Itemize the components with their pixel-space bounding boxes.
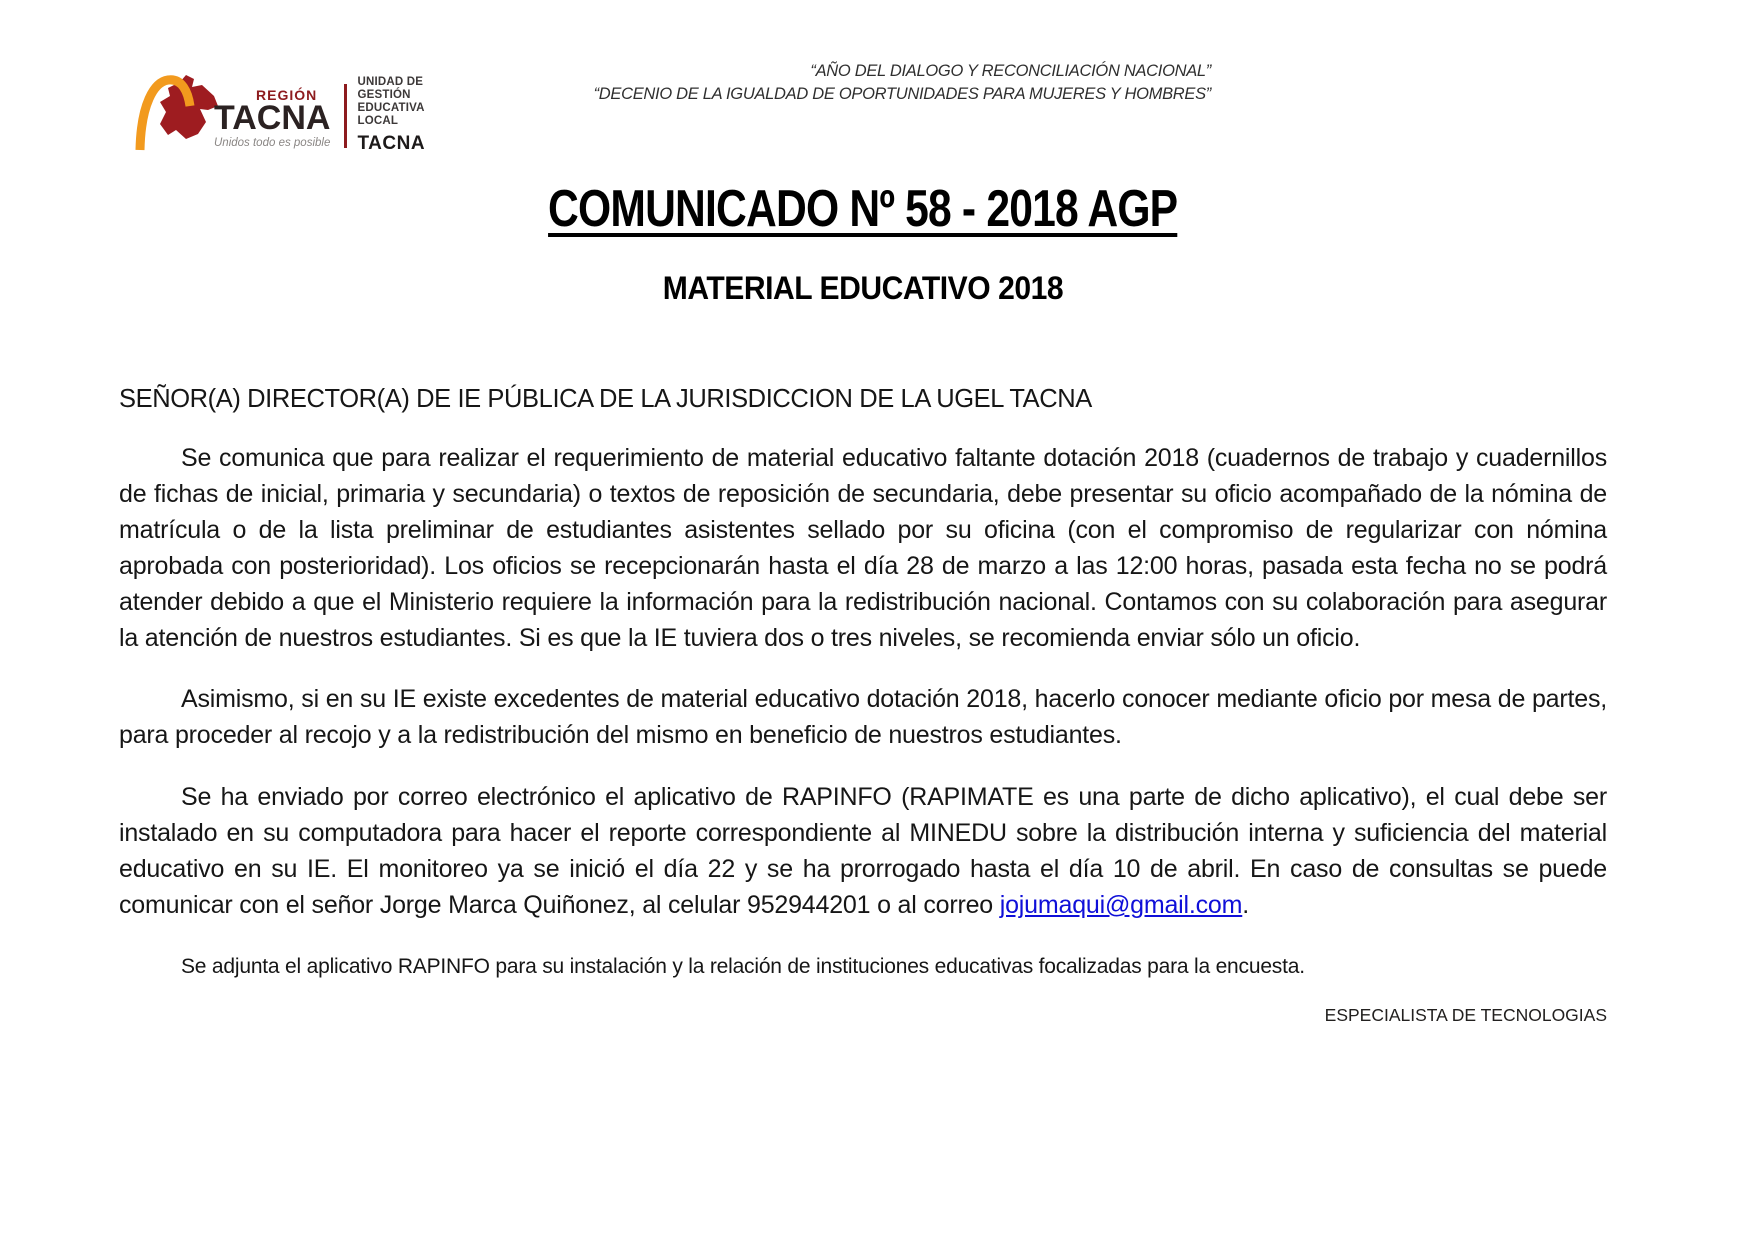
paragraph-rapinfo-text: Se ha enviado por correo electrónico el aplicativo de RAPINFO (RAPIMATE es una parte de dicho aplicativo), el cual debe ser instalado en su computadora para hacer el reporte correspondiente al MINEDU sobre la distribución interna y suficiencia del material educativo en su IE. El monitoreo ya se inició el día 22 y se ha prorrogado hasta el día 10 de abril. En caso de consultas se puede comunicar con el señor Jorge Marca Quiñonez, al celular 952944201 o al correo bbox=[119, 783, 1607, 919]
paragraph-rapinfo bbox=[119, 779, 1607, 923]
logo-ugel-name: TACNA bbox=[357, 132, 426, 154]
logo-region-label: REGIÓN bbox=[256, 87, 318, 103]
logo-tagline: Unidos todo es posible bbox=[214, 137, 331, 149]
email-link[interactable]: jojumaqui@gmail.com bbox=[999, 891, 1243, 919]
paragraph-rapinfo-text-end: . bbox=[1242, 891, 1250, 919]
salutation-line: SEÑOR(A) DIRECTOR(A) DE IE PÚBLICA DE LA JURISDICCION DE LA UGEL TACNA bbox=[119, 385, 1092, 413]
attachment-note: Se adjunta el aplicativo RAPINFO para su instalación y la relación de instituciones educativas focalizadas para la encuesta. bbox=[181, 955, 1305, 978]
header-quote-line: “AÑO DEL DIALOGO Y RECONCILIACIÓN NACIONAL” bbox=[810, 62, 1211, 80]
logo-ugel-line: EDUCATIVA bbox=[357, 101, 425, 114]
header-quote-line: “DECENIO DE LA IGUALDAD DE OPORTUNIDADES PARA MUJERES Y HOMBRES” bbox=[593, 85, 1211, 103]
document-content bbox=[119, 0, 1607, 1026]
paragraph-requerimiento: Se comunica que para realizar el requerimiento de material educativo faltante dotación 2018 (cuadernos de trabajo y cuadernillos de fichas de inicial, primaria y secundaria) o textos de reposición de secundaria, debe presentar su oficio acompañado de la nómina de matrícula o de la lista preliminar de estudiantes asistentes sellado por su oficina (con el compromiso de regularizar con nómina aprobada con posterioridad). Los oficios se recepcionarán hasta el día 28 de marzo a las 12:00 horas, pasada esta fecha no se podrá atender debido a que el Ministerio requiere la información para la redistribución nacional. Contamos con su colaboración para asegurar la atención de nuestros estudiantes. Si es que la IE tuviera dos o tres niveles, se recomienda enviar sólo un oficio. bbox=[119, 444, 1607, 652]
page-subtitle: MATERIAL EDUCATIVO 2018 bbox=[662, 270, 1064, 306]
signature-line: ESPECIALISTA DE TECNOLOGIAS bbox=[1324, 1005, 1607, 1025]
logo-ugel-line: UNIDAD DE bbox=[357, 75, 424, 88]
page-title: COMUNICADO Nº 58 - 2018 AGP bbox=[548, 180, 1178, 238]
logo-ugel-line: LOCAL bbox=[357, 114, 399, 127]
logo-region-name: TACNA bbox=[214, 99, 331, 137]
paragraph-excedentes: Asimismo, si en su IE existe excedentes de material educativo dotación 2018, hacerlo conocer mediante oficio por mesa de partes, para proceder al recojo y a la redistribución del mismo en beneficio de nuestros estudiantes. bbox=[119, 685, 1607, 749]
logo-ugel-line: GESTIÓN bbox=[357, 88, 411, 101]
